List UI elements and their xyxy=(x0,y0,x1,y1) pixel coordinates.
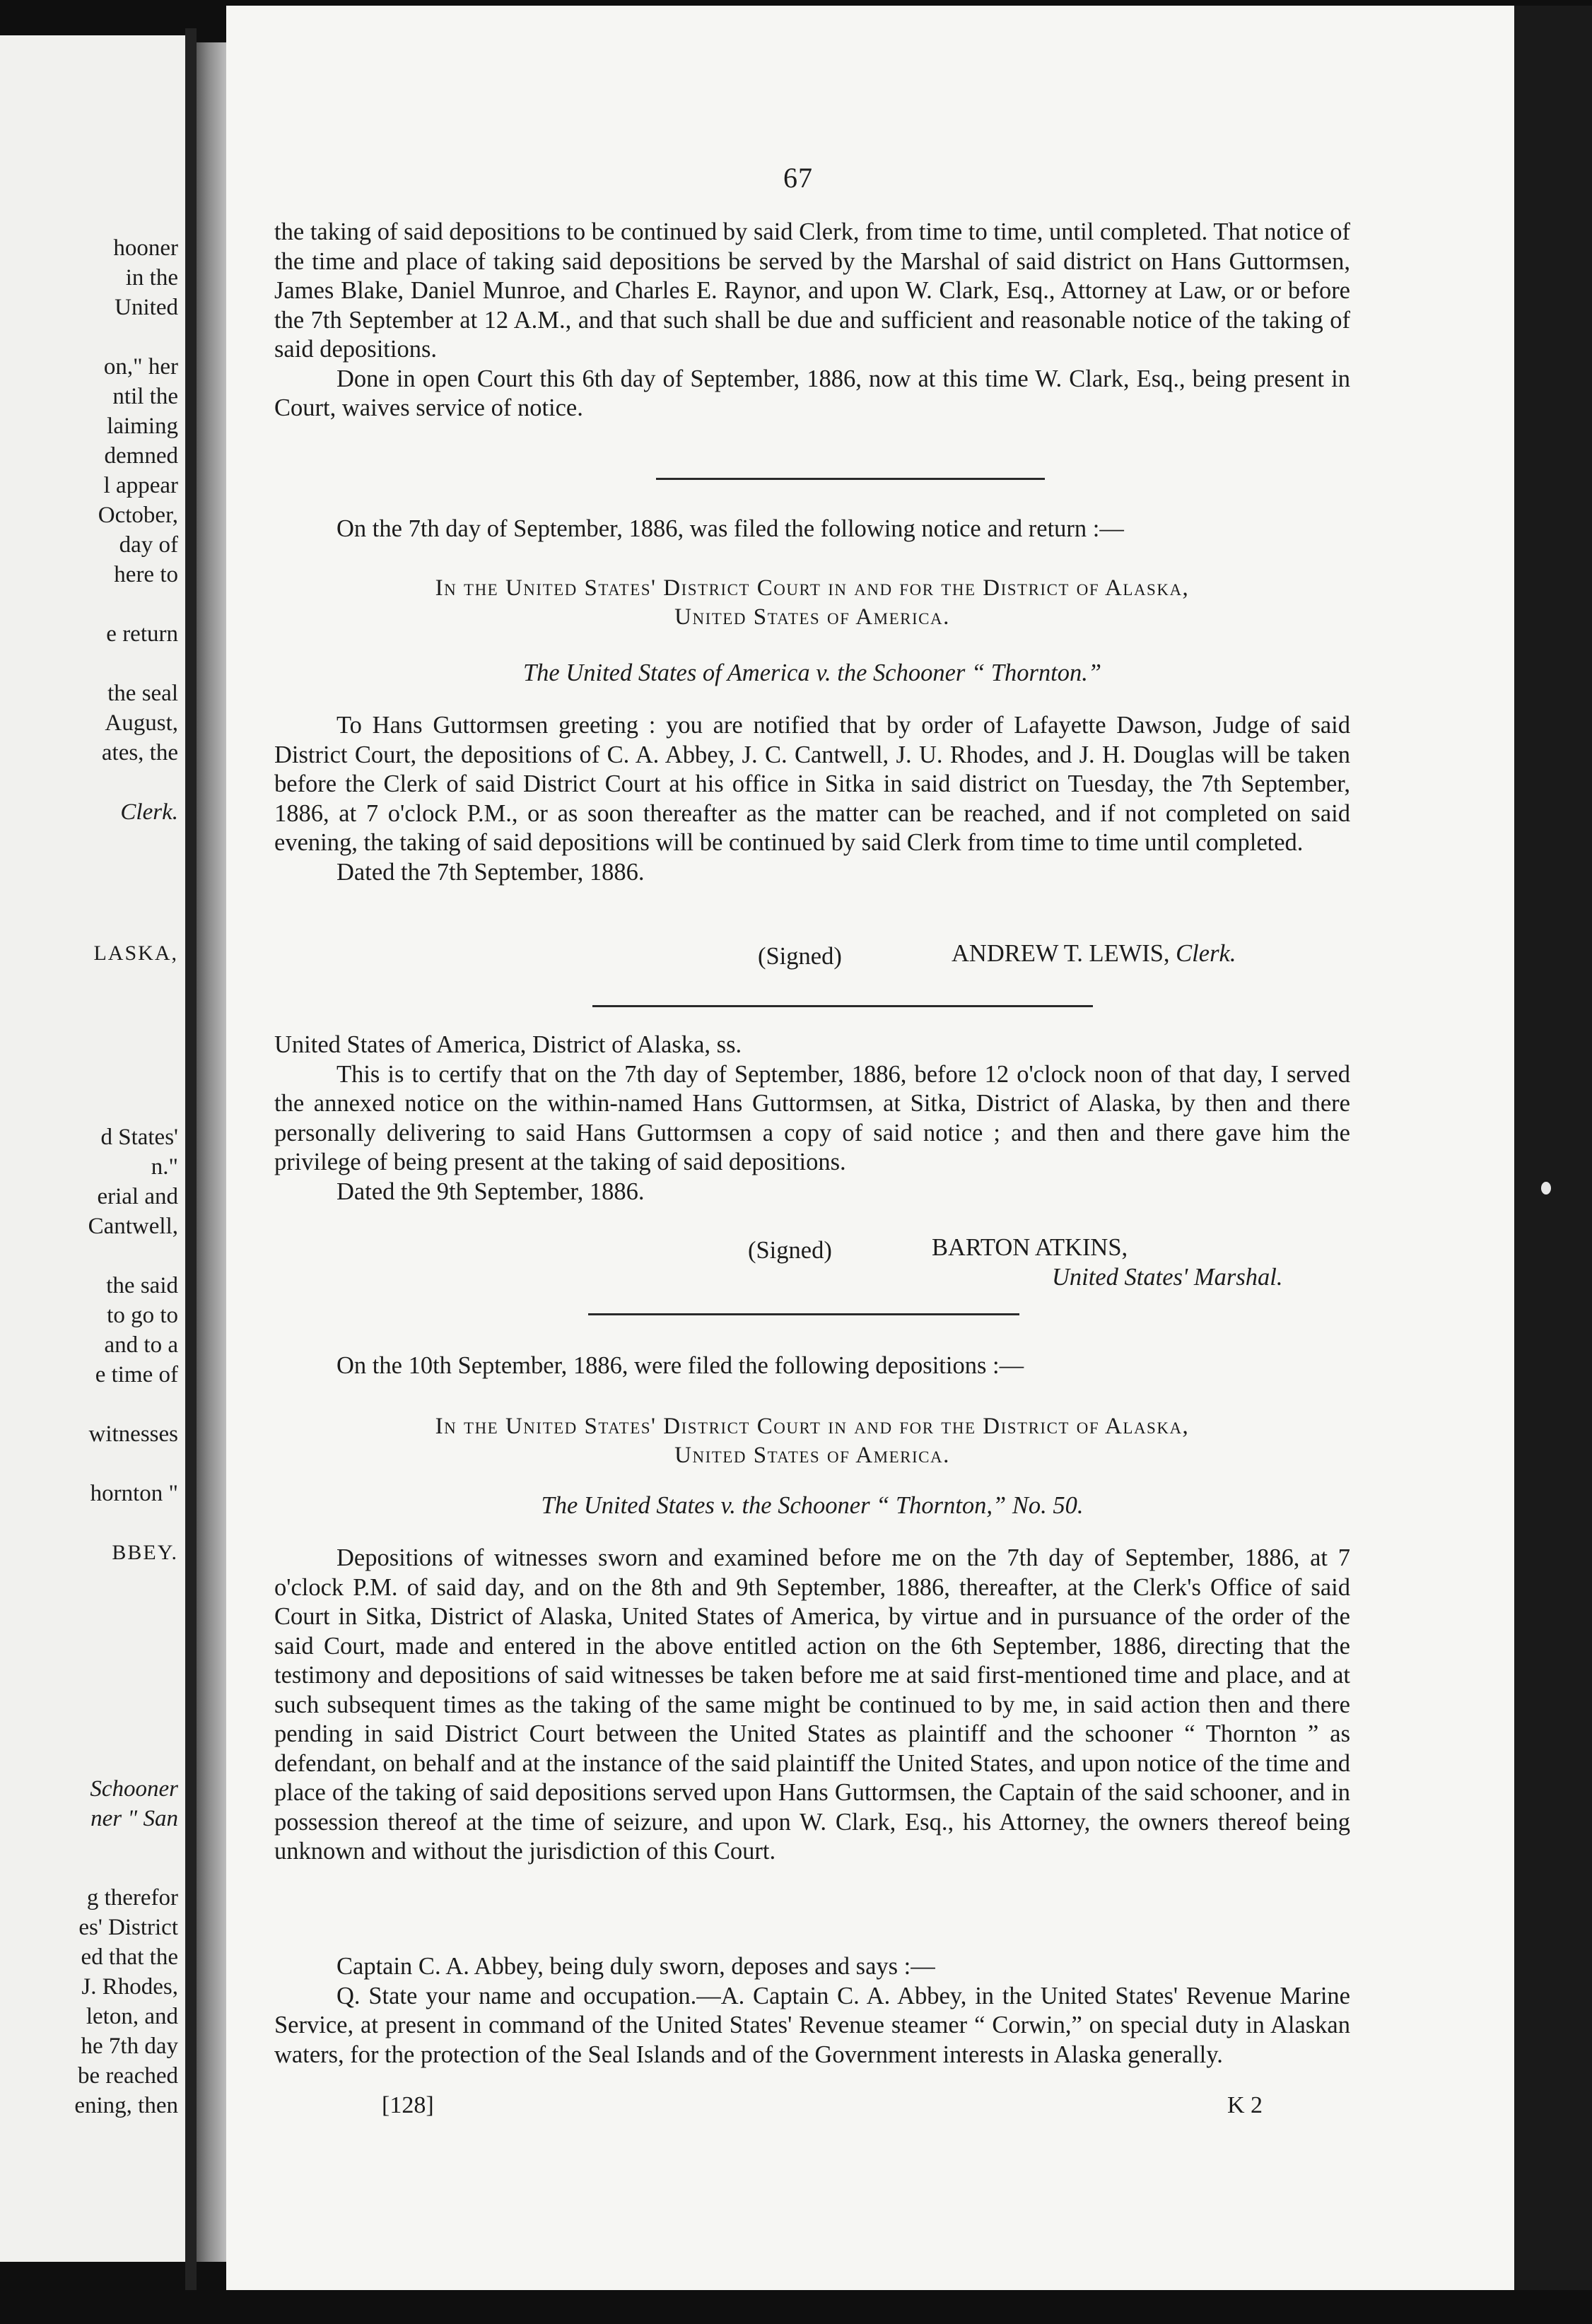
signer-title: Clerk. xyxy=(1176,940,1236,967)
facing-page-line: g therefor xyxy=(86,1885,178,1911)
case-title: The United States of America v. the Schooner “ Thornton.” xyxy=(522,659,1102,686)
notice-intro-block xyxy=(274,515,1350,544)
facing-page-line: the said xyxy=(106,1273,178,1298)
section-rule xyxy=(656,478,1045,480)
question-answer: Q. State your name and occupation.—A. Captain C. A. Abbey, in the United States' Revenue Marine Service, at present in command of the United States' Revenue steamer “ Corwin,” on special duty in Alaskan waters, for the protection of the Seal Islands and of the Government interests in Alaska generally. xyxy=(274,1982,1350,2068)
signed-label: (Signed) xyxy=(758,943,842,970)
depositions-intro: On the 10th September, 1886, were filed the following depositions :— xyxy=(336,1352,1024,1379)
court-header-line: In the United States' District Court in and for the District of Alaska, xyxy=(435,1414,1190,1439)
facing-page-line: laiming xyxy=(107,413,178,439)
facing-page-line: d States' xyxy=(100,1125,178,1150)
facing-page-line: ntil the xyxy=(112,384,178,409)
court-header-line: United States of America. xyxy=(674,1443,950,1468)
facing-page-line: here to xyxy=(114,562,178,587)
facing-page-line: day of xyxy=(119,532,178,558)
facing-page-line: BBEY. xyxy=(112,1541,178,1564)
facing-page-line: Schooner xyxy=(90,1776,178,1802)
facing-page xyxy=(0,35,185,2262)
notice-body: To Hans Guttormsen greeting : you are notified that by order of Lafayette Dawson, Judge of said District Court, the depositions of C. A. Abbey, J. C. Cantwell, J. U. Rhodes, and J. H. Douglas will be taken before the Clerk of said District Court at his office in Sitka in said district on Tuesday, the 7th September, 1886, at 7 o'clock P.M., or as soon thereafter as the matter can be reached, and if not completed on said evening, the taking of said depositions will be continued by said Clerk from time to time until completed. xyxy=(274,712,1350,856)
court-header-line: United States of America. xyxy=(674,604,950,630)
facing-page-line: on," her xyxy=(103,354,178,380)
court-header-line: In the United States' District Court in and for the District of Alaska, xyxy=(435,575,1190,601)
facing-page-line: l appear xyxy=(103,473,178,498)
facing-page-line: United xyxy=(115,295,178,320)
signed-label: (Signed) xyxy=(748,1237,832,1264)
facing-page-line: Clerk. xyxy=(120,799,178,825)
facing-page-line: e return xyxy=(106,621,178,647)
facing-page-line: the seal xyxy=(107,681,178,706)
opening-section xyxy=(274,218,1350,423)
facing-page-line: Cantwell, xyxy=(88,1214,178,1239)
notice-intro: On the 7th day of September, 1886, was filed the following notice and return :— xyxy=(336,515,1124,542)
section-rule xyxy=(588,1313,1019,1315)
signature-mark: [128] xyxy=(382,2092,434,2118)
facing-page-line: to go to xyxy=(107,1303,178,1328)
facing-page-line: leton, and xyxy=(86,2004,178,2029)
facing-page-line: ates, the xyxy=(101,740,178,765)
marshal-title: United States' Marshal. xyxy=(1052,1264,1283,1291)
signer-name: ANDREW T. LEWIS, xyxy=(952,940,1170,967)
facing-page-line: hooner xyxy=(113,235,178,261)
testimony-section xyxy=(274,1952,1350,2070)
case-title: The United States v. the Schooner “ Thornton,” No. 50. xyxy=(541,1492,1084,1519)
return-dated: Dated the 9th September, 1886. xyxy=(336,1178,645,1205)
facing-page-line: LASKA, xyxy=(93,941,178,965)
opening-paragraph: the taking of said depositions to be continued by said Clerk, from time to time, until completed. That notice of the time and place of taking said depositions be served by the Marshal of said district on Hans Guttormsen, James Blake, Daniel Munroe, and Charles E. Raynor, and upon W. Clark, Esq., Attorney at Law, or or before the 7th September at 12 A.M., and that such shall be due and sufficient and reasonable notice of the taking of said depositions. xyxy=(274,218,1350,363)
facing-page-line: ed that the xyxy=(81,1944,178,1970)
sheet-mark: K 2 xyxy=(1227,2092,1263,2118)
facing-page-line: n." xyxy=(151,1154,178,1180)
facing-page-line: hornton " xyxy=(90,1481,178,1506)
facing-page-line: demned xyxy=(104,443,178,469)
facing-page-line: ner " San xyxy=(90,1806,178,1831)
witness-intro: Captain C. A. Abbey, being duly sworn, deposes and says :— xyxy=(336,1953,935,1980)
facing-page-line: he 7th day xyxy=(81,2034,178,2059)
facing-page-line: e time of xyxy=(95,1362,178,1387)
depositions-intro-block xyxy=(274,1351,1350,1381)
depositions-body: Depositions of witnesses sworn and examined before me on the 7th day of September, 1886, at 7 o'clock P.M. of said day, and on the 8th and 9th September, 1886, thereafter, at the Clerk's Office of said Court in Sitka, District of Alaska, United States of America, by virtue and in pursuance of the order of the said Court, made and entered in the above entitled action on the 6th September, 1886, directing that the testimony and depositions of said witnesses be taken before me at said first-mentioned time and place, and at such subsequent times as the taking of the same might be continued to by me, in said action then and there pending in said District Court between the United States as plaintiff and the schooner “ Thornton ” as defendant, on behalf and at the instance of the said plaintiff the United States, and upon notice of the time and place of the taking of said depositions served upon Hans Guttormsen, the Captain of the said schooner, and in possession thereof at the time of seizure, and upon W. Clark, Esq., his Attorney, the owners thereof being unknown and without the jurisdiction of this Court. xyxy=(274,1544,1350,1865)
open-court-paragraph: Done in open Court this 6th day of September, 1886, now at this time W. Clark, Esq., being present in Court, waives service of notice. xyxy=(274,365,1350,421)
marshal-name: BARTON ATKINS, xyxy=(932,1234,1128,1261)
clerk-signature xyxy=(952,940,1236,968)
page-edge xyxy=(1514,6,1592,2290)
notice-dated: Dated the 7th September, 1886. xyxy=(336,858,645,886)
facing-page-line: August, xyxy=(105,710,178,736)
facing-page-line: be reached xyxy=(78,2063,178,2089)
facing-page-line: ening, then xyxy=(74,2093,178,2118)
return-heading: United States of America, District of Alaska, ss. xyxy=(274,1031,742,1058)
paper-speck xyxy=(1541,1182,1551,1195)
page-number: 67 xyxy=(783,162,813,194)
return-body: This is to certify that on the 7th day of September, 1886, before 12 o'clock noon of that day, I served the annexed notice on the within-named Hans Guttormsen, at Sitka, District of Alaska, by then and there personally delivering to said Hans Guttormsen a copy of said notice ; and then and there gave him the privilege of being present at the taking of said depositions. xyxy=(274,1060,1350,1175)
facing-page-line: witnesses xyxy=(88,1421,178,1447)
depositions-section xyxy=(274,1544,1350,1867)
facing-page-line: October, xyxy=(98,503,178,528)
gutter xyxy=(185,28,197,2290)
facing-page-line: in the xyxy=(125,265,178,290)
court-header-1 xyxy=(274,574,1350,632)
return-section xyxy=(274,1031,1350,1207)
facing-page-line: es' District xyxy=(78,1915,178,1940)
facing-page-line: and to a xyxy=(104,1332,178,1358)
facing-page-line: erial and xyxy=(97,1184,178,1209)
section-rule xyxy=(592,1005,1093,1007)
gutter-shadow xyxy=(197,42,226,2262)
facing-page-line: J. Rhodes, xyxy=(81,1974,178,2000)
court-header-2 xyxy=(274,1412,1350,1470)
notice-section xyxy=(274,711,1350,887)
